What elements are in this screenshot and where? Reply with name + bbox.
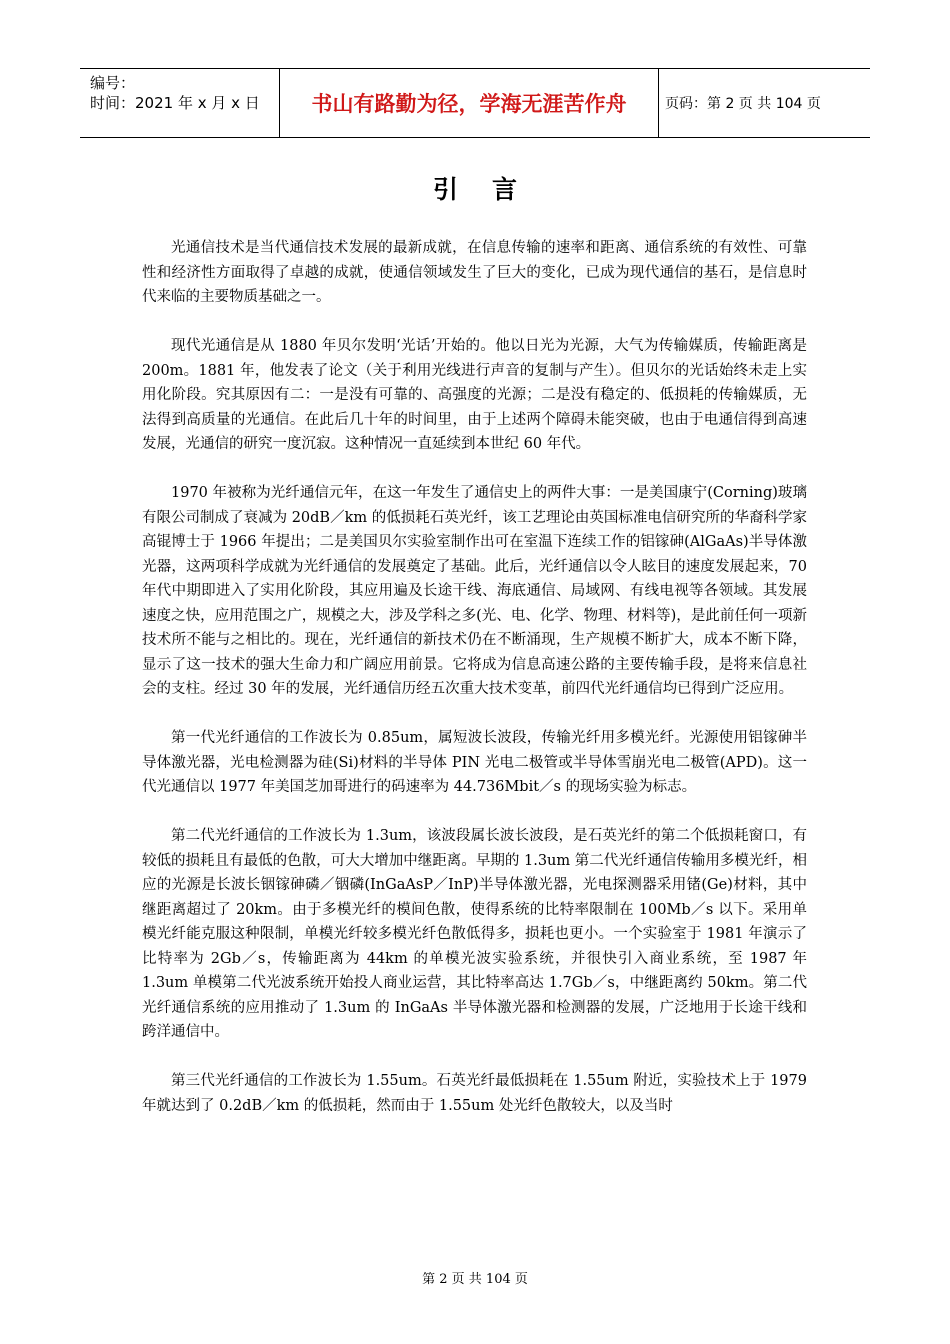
document-body bbox=[142, 236, 807, 1143]
paragraph: 第三代光纤通信的工作波长为 1.55um。石英光纤最低损耗在 1.55um 附近，实验技术上于 1979 年就达到了 0.2dB／km 的低损耗，然而由于 1.55um 处光纤色散较大，以及当时 bbox=[142, 1073, 807, 1114]
document-date: 时间：2021 年 x 月 x 日 bbox=[90, 94, 260, 112]
paragraph: 现代光通信是从 1880 年贝尔发明‘光话’开始的。他以日光为光源，大气为传输媒质，传输距离是 200m。1881 年，他发表了论文（关于利用光线进行声音的复制与产生）。但贝尔的光话始终未走上实用化阶段。究其原因有二：一是没有可靠的、高强度的光源；二是没有稳定的、低损耗的传输媒质，无法得到高质量的光通信。在此后几十年的时间里，由于上述两个障碍未能突破，也由于电通信得到高速发展，光通信的研究一度沉寂。这种情况一直延续到本世纪 60 年代。 bbox=[142, 338, 807, 452]
paragraph: 1970 年被称为光纤通信元年，在这一年发生了通信史上的两件大事：一是美国康宁(Corning)玻璃有限公司制成了衰减为 20dB／km 的低损耗石英光纤，该工艺理论由英国标准电信研究所的华裔科学家高锟博士于 1966 年提出；二是美国贝尔实验室制作出可在室温下连续工作的铝镓砷(AlGaAs)半导体激光器，这两项科学成就为光纤通信的发展奠定了基础。此后，光纤通信以令人眩目的速度发展起来，70 年代中期即进入了实用化阶段，其应用遍及长途干线、海底通信、局域网、有线电视等各领域。其发展速度之快，应用范围之广，规模之大，涉及学科之多(光、电、化学、物理、材料等)，是此前任何一项新技术所不能与之相比的。现在，光纤通信的新技术仍在不断涌现，生产规模不断扩大，成本不断下降，显示了这一技术的强大生命力和广阔应用前景。它将成为信息高速公路的主要传输手段，是将来信息社会的支柱。经过 30 年的发展，光纤通信历经五次重大技术变革，前四代光纤通信均已得到广泛应用。 bbox=[142, 485, 807, 697]
header-meta bbox=[80, 69, 280, 137]
page-footer: 第 2 页 共 104 页 bbox=[422, 1272, 528, 1287]
paragraph: 第一代光纤通信的工作波长为 0.85um，属短波长波段，传输光纤用多模光纤。光源使用铝镓砷半导体激光器，光电检测器为硅(Si)材料的半导体 PIN 光电二极管或半导体雪崩光电二极管(APD)。这一代光通信以 1977 年美国芝加哥进行的码速率为 44.736Mbit／s 的现场实验为标志。 bbox=[142, 730, 807, 795]
page-title: 引言 bbox=[432, 175, 551, 204]
page-header bbox=[80, 68, 870, 138]
paragraph: 光通信技术是当代通信技术发展的最新成就，在信息传输的速率和距离、通信系统的有效性、可靠性和经济性方面取得了卓越的成就，使通信领域发生了巨大的变化，已成为现代通信的基石，是信息时代来临的主要物质基础之一。 bbox=[142, 240, 807, 305]
paragraph: 第二代光纤通信的工作波长为 1.3um，该波段属长波长波段，是石英光纤的第二个低损耗窗口，有较低的损耗且有最低的色散，可大大增加中继距离。早期的 1.3um 第二代光纤通信传输用多模光纤，相应的光源是长波长铟镓砷磷／铟磷(InGaAsP／InP)半导体激光器，光电探测器采用锗(Ge)材料，其中继距离超过了 20km。由于多模光纤的模间色散，使得系统的比特率限制在 100Mb／s 以下。采用单模光纤能克服这种限制，单模光纤较多模光纤色散低得多，损耗也更小。一个实验室于 1981 年演示了比特率为 2Gb／s，传输距离为 44km 的单模光波实验系统，并很快引入商业系统，至 1987 年 1.3um 单模第二代光波系统开始投人商业运营，其比特率高达 1.7Gb／s，中继距离约 50km。第二代光纤通信系统的应用推动了 1.3um 的 InGaAs 半导体激光器和检测器的发展，广泛地用于长途干线和跨洋通信中。 bbox=[142, 828, 807, 1040]
header-page-indicator: 页码：第 2 页 共 104 页 bbox=[665, 96, 821, 112]
document-number-label: 编号： bbox=[90, 74, 136, 92]
header-motto: 书山有路勤为径，学海无涯苦作舟 bbox=[280, 69, 659, 137]
